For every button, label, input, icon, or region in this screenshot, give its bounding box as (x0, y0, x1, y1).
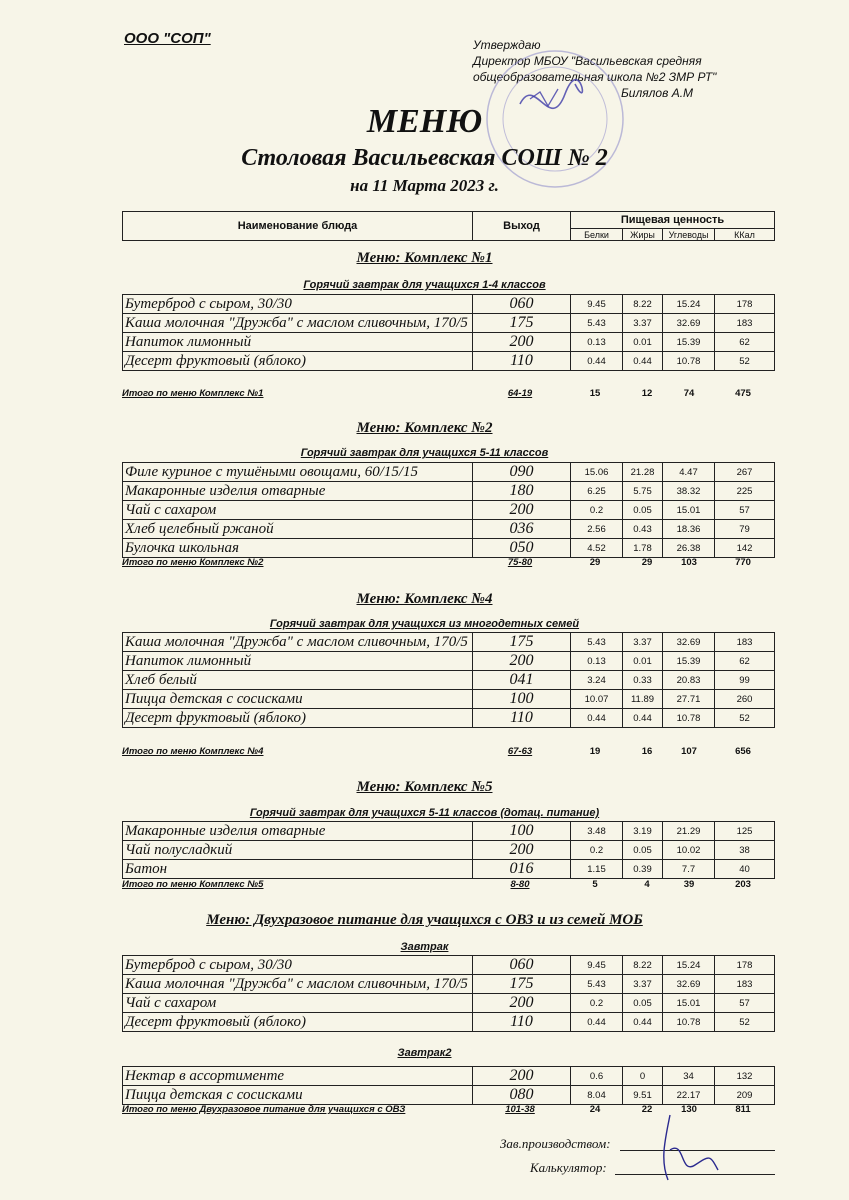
dish-proteins: 9.45 (571, 295, 623, 314)
dish-carbs: 20.83 (663, 671, 715, 690)
menu-table (122, 294, 775, 371)
dish-output: 050 (473, 539, 571, 558)
dish-output: 100 (473, 690, 571, 709)
dish-output: 060 (473, 295, 571, 314)
table-row (123, 860, 775, 879)
table-row (123, 520, 775, 539)
dish-kcal: 132 (715, 1067, 775, 1086)
table-row (123, 652, 775, 671)
dish-name: Бутерброд с сыром, 30/30 (123, 295, 473, 314)
menu-table (122, 821, 775, 879)
total-k: 770 (735, 557, 751, 568)
table-row (123, 333, 775, 352)
dish-name: Десерт фруктовый (яблоко) (123, 1013, 473, 1032)
table-row (123, 539, 775, 558)
dish-fats: 0.05 (623, 841, 663, 860)
dish-name: Хлеб целебный ржаной (123, 520, 473, 539)
dish-output: 200 (473, 333, 571, 352)
total-c: 107 (681, 746, 697, 757)
dish-kcal: 40 (715, 860, 775, 879)
dish-carbs: 21.29 (663, 822, 715, 841)
table-row (123, 671, 775, 690)
dish-output: 100 (473, 822, 571, 841)
dish-carbs: 32.69 (663, 314, 715, 333)
dish-carbs: 4.47 (663, 463, 715, 482)
dish-carbs: 15.24 (663, 295, 715, 314)
total-row (122, 388, 772, 402)
dish-name: Чай с сахаром (123, 501, 473, 520)
dish-kcal: 225 (715, 482, 775, 501)
dish-fats: 5.75 (623, 482, 663, 501)
dish-proteins: 0.2 (571, 994, 623, 1013)
dish-proteins: 0.2 (571, 501, 623, 520)
dish-proteins: 0.6 (571, 1067, 623, 1086)
total-output: 8-80 (510, 879, 530, 890)
total-k: 203 (735, 879, 751, 890)
dish-fats: 0.01 (623, 333, 663, 352)
dish-fats: 21.28 (623, 463, 663, 482)
dish-fats: 0.43 (623, 520, 663, 539)
dish-kcal: 57 (715, 501, 775, 520)
dish-output: 200 (473, 994, 571, 1013)
dish-output: 110 (473, 1013, 571, 1032)
dish-proteins: 3.48 (571, 822, 623, 841)
dish-proteins: 4.52 (571, 539, 623, 558)
total-f: 29 (641, 557, 653, 568)
total-label: Итого по меню Комплекс №4 (122, 746, 264, 757)
total-k: 656 (735, 746, 751, 757)
dish-name: Напиток лимонный (123, 652, 473, 671)
dish-carbs: 15.39 (663, 652, 715, 671)
dish-kcal: 52 (715, 1013, 775, 1032)
total-output: 101-38 (505, 1104, 535, 1115)
section-title: Меню: Комплекс №1 (356, 250, 493, 266)
dish-fats: 0.39 (623, 860, 663, 879)
table-row (123, 633, 775, 652)
total-k: 475 (735, 388, 751, 399)
page-subtitle: Столовая Васильевская СОШ № 2 (241, 145, 608, 171)
group-subtitle: Горячий завтрак для учащихся из многодетных семей (269, 618, 580, 630)
dish-carbs: 18.36 (663, 520, 715, 539)
dish-carbs: 32.69 (663, 633, 715, 652)
dish-output: 175 (473, 314, 571, 333)
dish-fats: 9.51 (623, 1086, 663, 1105)
table-row (123, 709, 775, 728)
dish-name: Булочка школьная (123, 539, 473, 558)
menu-table (122, 955, 775, 1032)
dish-proteins: 0.13 (571, 652, 623, 671)
dish-proteins: 9.45 (571, 956, 623, 975)
dish-kcal: 99 (715, 671, 775, 690)
total-label: Итого по меню Двухразовое питание для учащихся с ОВЗ (122, 1104, 406, 1115)
total-p: 19 (589, 746, 601, 757)
section-title: Меню: Комплекс №2 (356, 420, 493, 436)
dish-fats: 8.22 (623, 956, 663, 975)
dish-fats: 0.05 (623, 994, 663, 1013)
group-subtitle: Завтрак2 (397, 1047, 452, 1059)
header-fats: Жиры (623, 229, 663, 241)
section-title: Меню: Комплекс №4 (356, 591, 493, 607)
dish-fats: 0.33 (623, 671, 663, 690)
organization-name: ООО "СОП" (124, 30, 211, 47)
dish-kcal: 52 (715, 352, 775, 371)
header-carbs: Углеводы (663, 229, 715, 241)
total-p: 24 (589, 1104, 601, 1115)
dish-proteins: 5.43 (571, 975, 623, 994)
footer-calculator-label: Калькулятор: (530, 1160, 607, 1175)
dish-kcal: 183 (715, 975, 775, 994)
dish-name: Пицца детская с сосисками (123, 1086, 473, 1105)
dish-fats: 11.89 (623, 690, 663, 709)
dish-name: Каша молочная "Дружба" с маслом сливочным, 170/5 (123, 314, 473, 333)
dish-carbs: 15.39 (663, 333, 715, 352)
dish-output: 200 (473, 501, 571, 520)
dish-proteins: 5.43 (571, 633, 623, 652)
dish-proteins: 0.44 (571, 1013, 623, 1032)
dish-carbs: 10.78 (663, 1013, 715, 1032)
total-p: 29 (589, 557, 601, 568)
dish-name: Напиток лимонный (123, 333, 473, 352)
dish-carbs: 38.32 (663, 482, 715, 501)
dish-fats: 0.01 (623, 652, 663, 671)
dish-kcal: 267 (715, 463, 775, 482)
dish-proteins: 2.56 (571, 520, 623, 539)
dish-output: 041 (473, 671, 571, 690)
menu-date: на 11 Марта 2023 г. (350, 176, 499, 195)
dish-proteins: 0.44 (571, 709, 623, 728)
approval-line3: общеобразовательная школа №2 ЗМР РТ" (473, 70, 717, 84)
dish-kcal: 183 (715, 633, 775, 652)
total-f: 4 (644, 879, 650, 890)
section-title: Меню: Двухразовое питание для учащихся с ОВЗ и из семей МОБ (206, 912, 643, 928)
dish-fats: 3.37 (623, 314, 663, 333)
total-c: 74 (683, 388, 695, 399)
dish-kcal: 79 (715, 520, 775, 539)
table-row (123, 841, 775, 860)
dish-carbs: 7.7 (663, 860, 715, 879)
table-row (123, 482, 775, 501)
dish-proteins: 0.2 (571, 841, 623, 860)
dish-carbs: 15.01 (663, 501, 715, 520)
table-row (123, 690, 775, 709)
table-row (123, 501, 775, 520)
dish-output: 175 (473, 975, 571, 994)
dish-name: Каша молочная "Дружба" с маслом сливочным, 170/5 (123, 633, 473, 652)
dish-name: Филе куриное с тушёными овощами, 60/15/15 (123, 463, 473, 482)
dish-proteins: 0.44 (571, 352, 623, 371)
dish-kcal: 62 (715, 652, 775, 671)
dish-proteins: 1.15 (571, 860, 623, 879)
dish-output: 180 (473, 482, 571, 501)
dish-name: Макаронные изделия отварные (123, 822, 473, 841)
total-row (122, 879, 772, 893)
header-nutrition: Пищевая ценность (571, 212, 775, 229)
dish-carbs: 10.78 (663, 352, 715, 371)
dish-name: Десерт фруктовый (яблоко) (123, 709, 473, 728)
dish-name: Каша молочная "Дружба" с маслом сливочным, 170/5 (123, 975, 473, 994)
group-subtitle: Горячий завтрак для учащихся 5-11 классов (дотац. питание) (249, 807, 600, 819)
dish-kcal: 62 (715, 333, 775, 352)
table-row (123, 956, 775, 975)
table-row (123, 1013, 775, 1032)
dish-fats: 0.44 (623, 1013, 663, 1032)
table-row (123, 1067, 775, 1086)
dish-fats: 0.44 (623, 352, 663, 371)
dish-kcal: 38 (715, 841, 775, 860)
group-subtitle: Горячий завтрак для учащихся 1-4 классов (303, 279, 546, 291)
dish-carbs: 15.01 (663, 994, 715, 1013)
menu-table (122, 632, 775, 728)
dish-carbs: 10.78 (663, 709, 715, 728)
total-p: 15 (589, 388, 601, 399)
dish-carbs: 26.38 (663, 539, 715, 558)
total-output: 64-19 (507, 388, 533, 399)
dish-proteins: 10.07 (571, 690, 623, 709)
dish-kcal: 142 (715, 539, 775, 558)
total-c: 130 (681, 1104, 697, 1115)
dish-fats: 3.37 (623, 633, 663, 652)
dish-carbs: 15.24 (663, 956, 715, 975)
approval-signer: Билялов А.М (621, 86, 694, 100)
dish-fats: 3.19 (623, 822, 663, 841)
dish-output: 200 (473, 652, 571, 671)
dish-proteins: 3.24 (571, 671, 623, 690)
footer-production-label: Зав.производством: (500, 1136, 611, 1151)
dish-proteins: 5.43 (571, 314, 623, 333)
dish-name: Чай с сахаром (123, 994, 473, 1013)
total-output: 75-80 (507, 557, 533, 568)
dish-proteins: 15.06 (571, 463, 623, 482)
dish-kcal: 57 (715, 994, 775, 1013)
table-row (123, 994, 775, 1013)
dish-carbs: 27.71 (663, 690, 715, 709)
table-row (123, 463, 775, 482)
dish-proteins: 6.25 (571, 482, 623, 501)
dish-output: 110 (473, 709, 571, 728)
dish-output: 090 (473, 463, 571, 482)
dish-fats: 0.44 (623, 709, 663, 728)
dish-name: Батон (123, 860, 473, 879)
dish-proteins: 8.04 (571, 1086, 623, 1105)
menu-table (122, 1066, 775, 1105)
dish-kcal: 52 (715, 709, 775, 728)
total-row (122, 746, 772, 760)
dish-name: Нектар в ассортименте (123, 1067, 473, 1086)
total-label: Итого по меню Комплекс №1 (122, 388, 264, 399)
table-row (123, 975, 775, 994)
dish-name: Десерт фруктовый (яблоко) (123, 352, 473, 371)
dish-name: Хлеб белый (123, 671, 473, 690)
dish-output: 200 (473, 1067, 571, 1086)
dish-carbs: 34 (663, 1067, 715, 1086)
group-subtitle: Завтрак (400, 941, 449, 953)
dish-kcal: 209 (715, 1086, 775, 1105)
section-title: Меню: Комплекс №5 (356, 779, 493, 795)
table-row (123, 1086, 775, 1105)
table-row (123, 295, 775, 314)
dish-fats: 0.05 (623, 501, 663, 520)
signature-icon (640, 1110, 730, 1190)
header-proteins: Белки (571, 229, 623, 241)
dish-kcal: 178 (715, 295, 775, 314)
menu-table (122, 462, 775, 558)
group-subtitle: Горячий завтрак для учащихся 5-11 классов (300, 447, 549, 459)
dish-name: Пицца детская с сосисками (123, 690, 473, 709)
dish-output: 080 (473, 1086, 571, 1105)
dish-output: 016 (473, 860, 571, 879)
table-row (123, 352, 775, 371)
page-title: МЕНЮ (366, 103, 483, 140)
total-k: 811 (735, 1104, 751, 1115)
total-f: 12 (641, 388, 653, 399)
total-row (122, 557, 772, 571)
header-kcal: ККал (715, 229, 775, 241)
approval-line2: Директор МБОУ "Васильевская средняя (473, 54, 702, 68)
dish-output: 060 (473, 956, 571, 975)
dish-output: 110 (473, 352, 571, 371)
total-c: 103 (681, 557, 697, 568)
dish-fats: 1.78 (623, 539, 663, 558)
total-p: 5 (592, 879, 598, 890)
dish-carbs: 22.17 (663, 1086, 715, 1105)
dish-name: Макаронные изделия отварные (123, 482, 473, 501)
dish-carbs: 32.69 (663, 975, 715, 994)
total-f: 16 (641, 746, 653, 757)
dish-proteins: 0.13 (571, 333, 623, 352)
approval-line1: Утверждаю (473, 38, 541, 52)
table-row (123, 822, 775, 841)
dish-carbs: 10.02 (663, 841, 715, 860)
total-f: 22 (641, 1104, 653, 1115)
dish-kcal: 183 (715, 314, 775, 333)
dish-fats: 0 (623, 1067, 663, 1086)
table-row (123, 314, 775, 333)
total-label: Итого по меню Комплекс №5 (122, 879, 264, 890)
dish-output: 175 (473, 633, 571, 652)
dish-kcal: 260 (715, 690, 775, 709)
header-output: Выход (473, 212, 571, 241)
dish-kcal: 178 (715, 956, 775, 975)
total-output: 67-63 (507, 746, 533, 757)
dish-fats: 8.22 (623, 295, 663, 314)
dish-name: Чай полусладкий (123, 841, 473, 860)
dish-output: 200 (473, 841, 571, 860)
menu-header-table (122, 211, 775, 241)
dish-kcal: 125 (715, 822, 775, 841)
dish-name: Бутерброд с сыром, 30/30 (123, 956, 473, 975)
dish-output: 036 (473, 520, 571, 539)
dish-fats: 3.37 (623, 975, 663, 994)
total-label: Итого по меню Комплекс №2 (122, 557, 264, 568)
total-c: 39 (683, 879, 695, 890)
header-dish: Наименование блюда (123, 212, 473, 241)
